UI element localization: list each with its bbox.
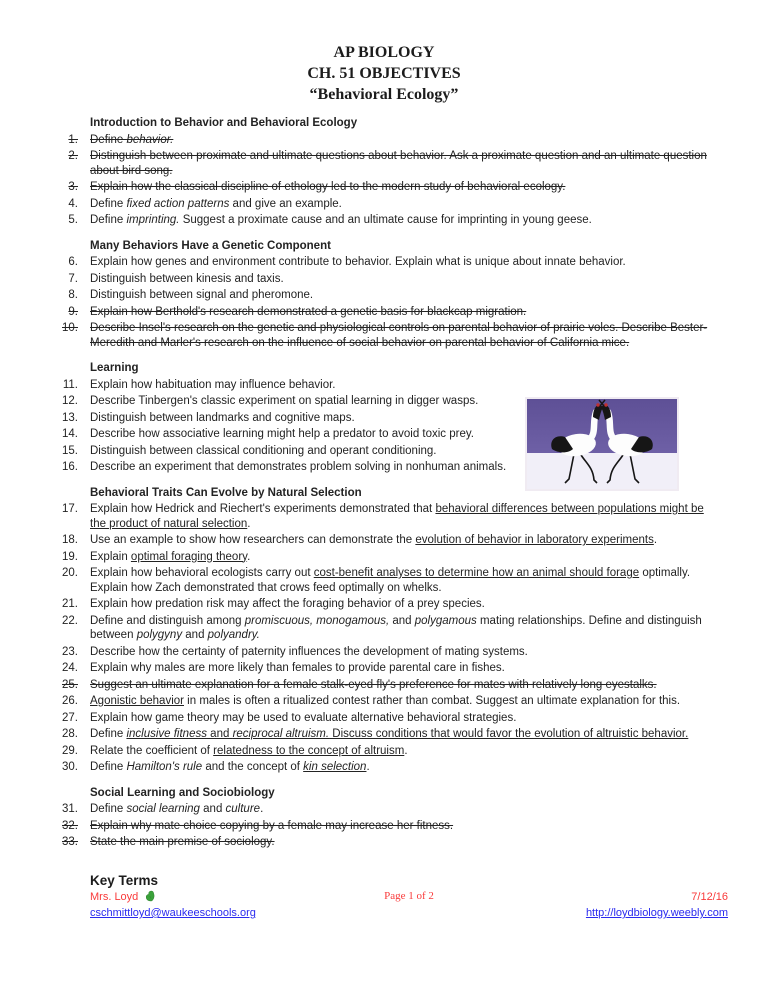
- cranes-photo: [525, 397, 679, 491]
- item-text: Agonistic behavior in males is often a ritualized contest rather than combat. Suggest an ultimate explanation for this.: [90, 695, 681, 707]
- item-text: Describe an experiment that demonstrates problem solving in nonhuman animals.: [90, 461, 507, 473]
- objective-item: [45, 566, 710, 595]
- item-text: Define Hamilton's rule and the concept of kin selection.: [90, 761, 370, 773]
- section: [0, 486, 768, 775]
- objective-item: [45, 760, 710, 775]
- objective-item: [45, 694, 710, 709]
- item-text: Distinguish between landmarks and cognitive maps.: [90, 411, 355, 424]
- item-text: Define behavior.: [90, 133, 174, 146]
- item-text: Distinguish between kinesis and taxis.: [90, 272, 284, 285]
- item-text: Explain how habituation may influence behavior.: [90, 378, 336, 391]
- item-number: 21.: [62, 598, 78, 610]
- objective-item: [45, 197, 710, 212]
- objective-item: [45, 213, 710, 228]
- objective-item: [45, 502, 710, 531]
- item-number: 17.: [62, 503, 78, 515]
- objective-item: [45, 305, 710, 320]
- item-number: 30.: [62, 761, 78, 773]
- objective-item: [45, 597, 710, 612]
- objective-item: [45, 802, 710, 817]
- item-number: 12.: [62, 395, 78, 407]
- item-text: Define and distinguish among promiscuous, monogamous, and polygamous mating relationships. Define and distinguish between polygyny and polyandry.: [90, 614, 702, 641]
- item-number: 31.: [62, 803, 78, 815]
- page-number: Page 1 of 2: [384, 890, 434, 902]
- item-number: 19.: [62, 550, 78, 563]
- item-number: 13.: [62, 411, 78, 424]
- objective-item: [45, 288, 710, 303]
- item-text: Explain how behavioral ecologists carry out cost-benefit analyses to determine how an animal should forage optimally. Explain how Zach demonstrated that crows feed optimally on whelks.: [90, 567, 691, 594]
- item-number: 20.: [62, 567, 78, 579]
- title-line-2: CH. 51 OBJECTIVES: [307, 65, 461, 82]
- section-heading: Many Behaviors Have a Genetic Component: [90, 239, 331, 252]
- item-number: 24.: [62, 662, 78, 674]
- item-number: 9.: [68, 305, 78, 318]
- item-number: 14.: [62, 428, 78, 440]
- item-number: 10.: [62, 322, 78, 334]
- item-number: 22.: [62, 614, 78, 627]
- objective-item: [45, 255, 710, 270]
- item-number: 11.: [62, 378, 78, 391]
- section: [0, 239, 768, 351]
- item-text: Explain why males are more likely than females to provide parental care in fishes.: [90, 662, 505, 674]
- document-title: [0, 0, 768, 105]
- item-text: Describe Insel's research on the genetic and physiological controls on parental behavior of prairie voles. Describe Bester-Meredith and Marler's research on the influence of social behavior on parental behavior of California mice.: [90, 322, 708, 349]
- item-text: Use an example to show how researchers can demonstrate the evolution of behavior in laboratory experiments.: [90, 534, 658, 546]
- item-text: Describe Tinbergen's classic experiment on spatial learning in digger wasps.: [90, 395, 479, 407]
- item-text: Suggest an ultimate explanation for a female stalk-eyed fly's preference for mates with relatively long eyestalks.: [90, 678, 657, 691]
- item-number: 26.: [62, 695, 78, 707]
- objective-item: [45, 133, 710, 148]
- item-number: 3.: [68, 181, 78, 193]
- item-text: State the main premise of sociology.: [90, 836, 275, 848]
- objective-item: [45, 744, 710, 759]
- item-number: 7.: [68, 272, 78, 285]
- item-text: Distinguish between signal and pheromone.: [90, 289, 314, 301]
- objective-item: [45, 727, 710, 742]
- item-number: 28.: [62, 728, 78, 740]
- objective-item: [45, 550, 710, 565]
- footer-row-2: [90, 907, 728, 920]
- section-heading: Learning: [90, 362, 139, 374]
- website-link[interactable]: http://loydbiology.weebly.com: [585, 907, 728, 919]
- email-link[interactable]: cschmittloyd@waukeeschools.org: [90, 907, 256, 919]
- section-heading: Social Learning and Sociobiology: [90, 786, 275, 799]
- item-text: Distinguish between proximate and ultimate questions about behavior. Ask a proximate question and an ultimate question about bird song.: [90, 150, 707, 177]
- title-line-1: AP BIOLOGY: [333, 44, 435, 61]
- item-text: Explain how game theory may be used to evaluate alternative behavioral strategies.: [90, 711, 517, 724]
- item-text: Describe how the certainty of paternity influences the development of mating systems.: [90, 645, 528, 658]
- item-text: Explain why mate choice copying by a female may increase her fitness.: [90, 819, 454, 832]
- objective-item: [45, 180, 710, 195]
- item-text: Explain optimal foraging theory.: [90, 550, 251, 563]
- objective-item: [45, 661, 710, 676]
- item-number: 1.: [68, 133, 78, 146]
- item-text: Define inclusive fitness and reciprocal altruism. Discuss conditions that would favor the evolution of altruistic behavior.: [90, 728, 689, 740]
- item-text: Explain how the classical discipline of ethology led to the modern study of behavioral ecology.: [90, 181, 566, 193]
- item-number: 29.: [62, 744, 78, 757]
- item-text: Define imprinting. Suggest a proximate cause and an ultimate cause for imprinting in young geese.: [90, 214, 592, 226]
- item-text: Describe how associative learning might help a predator to avoid toxic prey.: [90, 428, 474, 440]
- objective-item: [45, 149, 710, 178]
- item-number: 27.: [62, 711, 78, 724]
- item-number: 33.: [62, 836, 78, 848]
- section-heading: Introduction to Behavior and Behavioral Ecology: [90, 117, 358, 129]
- objective-item: [45, 272, 710, 287]
- objective-item: [45, 835, 710, 850]
- section: [0, 786, 768, 850]
- item-text: Distinguish between classical conditioning and operant conditioning.: [90, 444, 437, 457]
- item-number: 6.: [68, 256, 78, 268]
- objective-item: [45, 678, 710, 693]
- item-text: Explain how Berthold's research demonstrated a genetic basis for blackcap migration.: [90, 305, 527, 318]
- item-text: Explain how genes and environment contribute to behavior. Explain what is unique about innate behavior.: [90, 256, 626, 268]
- item-number: 2.: [68, 150, 78, 162]
- item-number: 18.: [62, 534, 78, 546]
- item-number: 16.: [62, 461, 78, 473]
- item-number: 32.: [62, 819, 78, 832]
- item-text: Define fixed action patterns and give an example.: [90, 197, 342, 210]
- section: [0, 116, 768, 228]
- item-number: 25.: [62, 678, 78, 691]
- footer-date: 7/12/16: [691, 891, 728, 903]
- teacher-name: Mrs. Loyd: [90, 891, 139, 903]
- objective-item: [45, 378, 710, 393]
- item-text: Define social learning and culture.: [90, 803, 264, 815]
- item-number: 23.: [62, 645, 78, 658]
- item-text: Explain how Hedrick and Riechert's experiments demonstrated that behavioral differences between populations might be the product of natural selection.: [90, 503, 704, 530]
- objective-item: [45, 614, 710, 643]
- key-terms-heading: Key Terms: [90, 872, 159, 888]
- item-number: 15.: [62, 444, 78, 457]
- item-text: Relate the coefficient of relatedness to the concept of altruism.: [90, 744, 408, 757]
- title-line-3: “Behavioral Ecology”: [309, 86, 459, 103]
- item-text: Explain how predation risk may affect the foraging behavior of a prey species.: [90, 598, 485, 610]
- objective-item: [45, 711, 710, 726]
- objective-item: [45, 819, 710, 834]
- objective-item: [45, 533, 710, 548]
- objective-item: [45, 321, 710, 350]
- cranes-illustration: [527, 399, 677, 489]
- footer-row-1: [90, 890, 728, 906]
- section-heading: Behavioral Traits Can Evolve by Natural Selection: [90, 486, 362, 499]
- item-number: 4.: [68, 197, 78, 210]
- item-number: 5.: [68, 214, 78, 226]
- item-number: 8.: [68, 289, 78, 301]
- objective-item: [45, 645, 710, 660]
